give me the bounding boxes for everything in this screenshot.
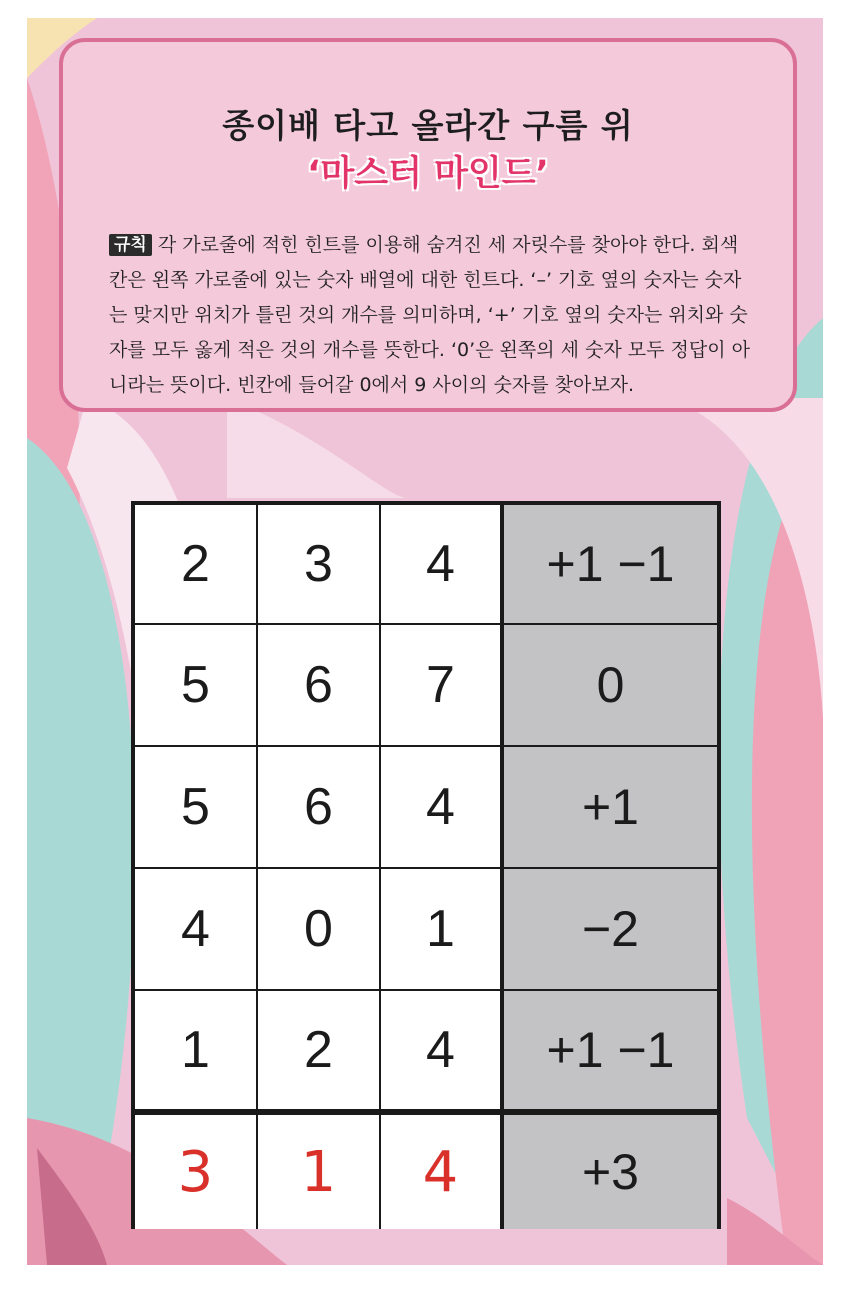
clue-row	[135, 869, 717, 991]
digit-cell: 6	[258, 625, 381, 747]
clue-row	[135, 625, 717, 747]
digit-cell: 4	[135, 869, 258, 991]
hint-cell: +1 −1	[504, 505, 717, 625]
puzzle-page	[27, 18, 823, 1265]
digit-cell: 1	[135, 991, 258, 1111]
digit-cell: 5	[135, 747, 258, 869]
hint-cell: +1	[504, 747, 717, 869]
hint-cell: +3	[504, 1115, 717, 1229]
rules-paragraph	[109, 228, 759, 403]
hint-cell: −2	[504, 869, 717, 991]
digit-cell: 4	[381, 747, 504, 869]
digit-cell: 0	[258, 869, 381, 991]
rules-badge: 규칙	[109, 234, 152, 256]
digit-cell: 2	[258, 991, 381, 1111]
page-title: 종이배 타고 올라간 구름 위	[222, 106, 634, 145]
clue-row	[135, 505, 717, 625]
digit-cell: 7	[381, 625, 504, 747]
clue-row	[135, 747, 717, 869]
digit-cell: 6	[258, 747, 381, 869]
digit-cell: 3	[258, 505, 381, 625]
clue-row	[135, 991, 717, 1111]
digit-cell: 5	[135, 625, 258, 747]
digit-cell: 1	[381, 869, 504, 991]
digit-cell: 4	[381, 505, 504, 625]
page-subtitle: ‘마스터 마인드’	[307, 154, 549, 194]
hint-cell: 0	[504, 625, 717, 747]
answer-digit-cell[interactable]: 1	[258, 1115, 381, 1229]
mastermind-grid	[131, 501, 721, 1229]
rules-text: 각 가로줄에 적힌 힌트를 이용해 숨겨진 세 자릿수를 찾아야 한다. 회색 칸은 왼쪽 가로줄에 있는 숫자 배열에 대한 힌트다. ‘–’ 기호 옆의 숫자는 숫자는 맞지만 위치가 틀린 것의 개수를 의미하며, ‘+’ 기호 옆의 숫자는 위치와 숫자를 모두 옳게 적은 것의 개수를 뜻한다. ‘0’은 왼쪽의 세 숫자 모두 정답이 아니라는 뜻이다. 빈칸에 들어갈 0에서 9 사이의 숫자를 찾아보자.	[109, 234, 750, 396]
answer-digit-cell[interactable]: 3	[135, 1115, 258, 1229]
hint-cell: +1 −1	[504, 991, 717, 1111]
rules-card	[59, 38, 797, 412]
digit-cell: 2	[135, 505, 258, 625]
digit-cell: 4	[381, 991, 504, 1111]
answer-digit-cell[interactable]: 4	[381, 1115, 504, 1229]
answer-row	[135, 1111, 717, 1229]
